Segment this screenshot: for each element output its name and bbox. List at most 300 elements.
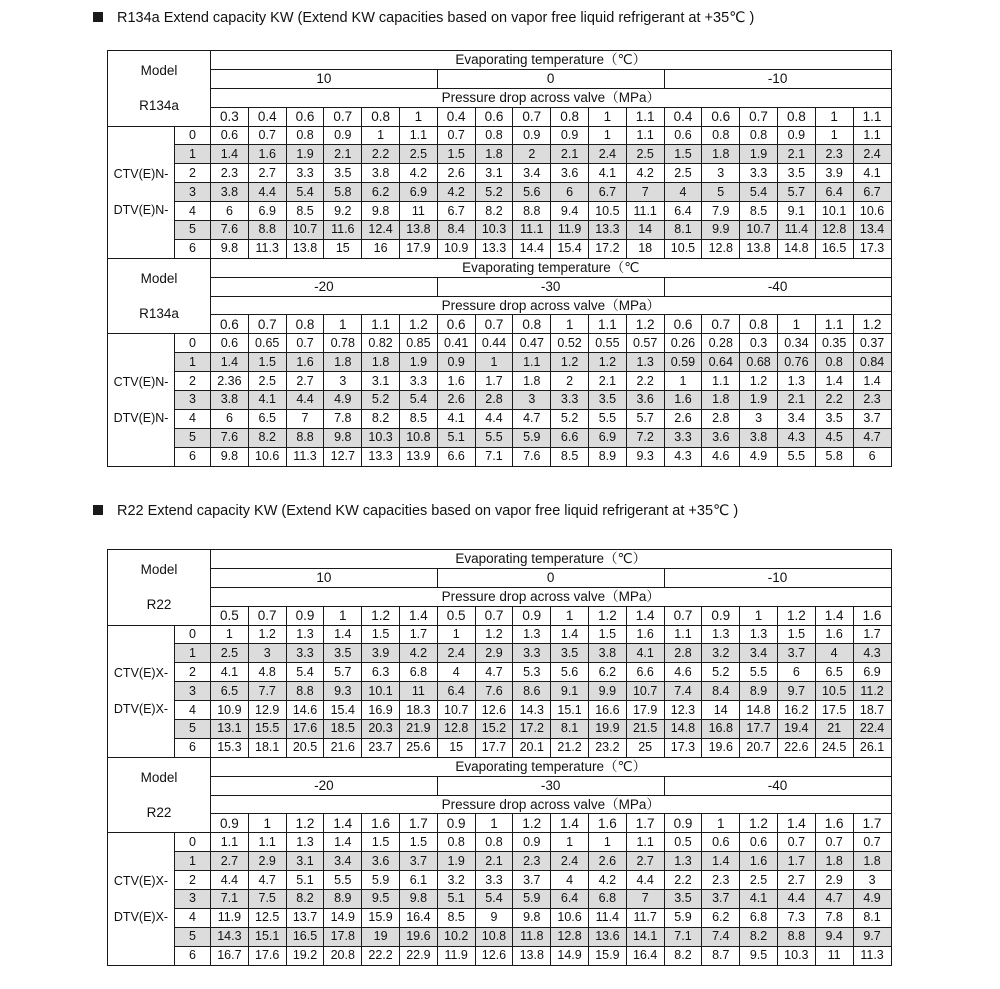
capacity-cell: 4.7 [475,663,513,682]
capacity-cell: 1.1 [248,833,286,852]
capacity-cell: 23.7 [362,738,400,757]
table-row [108,334,892,353]
capacity-cell: 3.6 [362,852,400,871]
capacity-cell: 4.1 [211,663,249,682]
capacity-cell: 3.7 [853,409,891,428]
capacity-cell: 1.1 [626,833,664,852]
capacity-cell: 21.6 [324,738,362,757]
capacity-cell: 8.8 [513,202,551,221]
temp-cell: 0 [437,568,664,587]
capacity-cell: 1.4 [211,353,249,372]
capacity-cell: 17.9 [626,701,664,720]
capacity-cell: 1.8 [475,145,513,164]
pressure-drop-label: Pressure drop across valve（MPa） [211,587,892,606]
capacity-cell: 3.3 [551,391,589,410]
capacity-cell: 4.4 [211,871,249,890]
capacity-cell: 12.8 [702,239,740,258]
capacity-cell: 4.3 [664,447,702,466]
capacity-cell: 7 [626,183,664,202]
capacity-cell: 24.5 [815,738,853,757]
capacity-cell: 12.8 [437,720,475,739]
capacity-cell: 6 [211,202,249,221]
capacity-cell: 6.9 [400,183,438,202]
capacity-cell: 8.7 [702,946,740,965]
series-cell [108,833,175,965]
capacity-cell: 6.8 [399,663,437,682]
capacity-cell: 0.78 [324,334,362,353]
capacity-cell: 8.2 [248,428,286,447]
capacity-cell: 10.7 [626,682,664,701]
capacity-cell: 2.1 [324,145,362,164]
capacity-cell: 8.5 [551,447,589,466]
capacity-cell: 3.4 [324,852,362,871]
capacity-cell: 2.1 [777,145,815,164]
capacity-cell: 3.3 [513,644,551,663]
capacity-cell: 6.4 [815,183,853,202]
capacity-cell: 6.5 [248,409,286,428]
capacity-cell: 1.6 [437,372,475,391]
capacity-cell: 0.44 [475,334,513,353]
temp-cell: -30 [437,277,664,296]
capacity-cell: 16.4 [626,946,664,965]
capacity-cell: 5.4 [286,183,324,202]
pressure-cell: 1.1 [815,315,853,334]
capacity-cell: 1.1 [853,126,891,145]
capacity-cell: 6.6 [626,663,664,682]
capacity-cell: 6 [211,409,249,428]
pressure-cell: 1.1 [588,315,626,334]
capacity-cell: 9.4 [551,202,589,221]
capacity-cell: 0.9 [513,833,551,852]
capacity-cell: 1.8 [513,372,551,391]
capacity-cell: 0.3 [740,334,778,353]
capacity-cell: 18.5 [324,720,362,739]
capacity-cell: 8.9 [588,447,626,466]
capacity-cell: 2.7 [248,164,286,183]
capacity-cell: 2.5 [400,145,438,164]
capacity-cell: 2.3 [815,145,853,164]
size-cell: 4 [175,409,211,428]
capacity-cell: 3.2 [437,871,475,890]
size-cell: 3 [175,890,211,909]
capacity-cell: 9.9 [702,221,740,240]
capacity-cell: 10.9 [211,701,249,720]
capacity-cell: 5 [702,183,740,202]
capacity-cell: 1.8 [702,145,740,164]
capacity-cell: 19.6 [399,927,437,946]
capacity-cell: 15.2 [475,720,513,739]
capacity-cell: 16.5 [815,239,853,258]
capacity-cell: 20.3 [362,720,400,739]
capacity-cell: 1.6 [626,625,664,644]
capacity-cell: 2.2 [815,391,853,410]
capacity-cell: 5.2 [551,409,589,428]
model-cell [108,550,211,626]
pressure-cell: 0.8 [513,315,551,334]
capacity-cell: 14.4 [513,239,551,258]
capacity-cell: 6.4 [551,890,589,909]
capacity-cell: 7.1 [664,927,702,946]
capacity-cell: 1.1 [400,126,438,145]
capacity-cell: 0.35 [815,334,853,353]
capacity-cell: 6.6 [551,428,589,447]
capacity-cell: 1.2 [248,625,286,644]
capacity-cell: 11.1 [626,202,664,221]
capacity-cell: 20.7 [740,738,778,757]
capacity-cell: 1.4 [324,833,362,852]
capacity-cell: 7.1 [211,890,249,909]
size-cell: 0 [175,625,211,644]
capacity-cell: 4.7 [815,890,853,909]
capacity-cell: 0.59 [664,353,702,372]
capacity-cell: 2.6 [588,852,626,871]
capacity-cell: 3.7 [513,871,551,890]
capacity-cell: 3.7 [702,890,740,909]
capacity-cell: 4.1 [248,391,286,410]
capacity-cell: 3.6 [551,164,589,183]
temp-cell: -10 [664,69,891,88]
capacity-cell: 8.5 [286,202,324,221]
capacity-cell: 1.5 [362,833,400,852]
capacity-cell: 11.9 [437,946,475,965]
capacity-cell: 2.9 [248,852,286,871]
capacity-cell: 5.9 [513,428,551,447]
capacity-cell: 10.3 [475,221,513,240]
size-cell: 6 [175,946,211,965]
pressure-cell: 1.2 [853,315,891,334]
capacity-cell: 2.4 [853,145,891,164]
size-cell: 6 [175,738,211,757]
capacity-cell: 1.4 [551,625,589,644]
pressure-cell: 0.8 [740,315,778,334]
capacity-cell: 18.1 [248,738,286,757]
capacity-cell: 5.5 [588,409,626,428]
capacity-cell: 4.3 [777,428,815,447]
evap-header-row [108,51,892,70]
capacity-cell: 9.3 [626,447,664,466]
section-title [93,501,738,521]
capacity-cell: 0.7 [248,126,286,145]
capacity-cell: 4.5 [815,428,853,447]
capacity-cell: 4.1 [740,890,778,909]
capacity-cell: 5.2 [475,183,513,202]
capacity-cell: 7.4 [664,682,702,701]
capacity-cell: 20.8 [324,946,362,965]
capacity-cell: 22.6 [777,738,815,757]
capacity-cell: 14.6 [286,701,324,720]
capacity-cell: 1.9 [740,391,778,410]
capacity-cell: 1.3 [286,625,324,644]
pressure-cell: 1.1 [362,315,400,334]
capacity-cell: 8.9 [740,682,778,701]
capacity-cell: 11 [815,946,853,965]
size-cell: 1 [175,852,211,871]
capacity-cell: 4.1 [853,164,891,183]
capacity-cell: 9.8 [324,428,362,447]
capacity-cell: 8.4 [437,221,475,240]
capacity-cell: 13.1 [211,720,249,739]
capacity-cell: 14.9 [324,908,362,927]
capacity-cell: 0.8 [437,833,475,852]
capacity-cell: 20.1 [513,738,551,757]
capacity-cell: 1.4 [853,372,891,391]
model-cell [108,757,211,833]
capacity-cell: 2.3 [513,852,551,871]
capacity-cell: 13.4 [853,221,891,240]
capacity-cell: 6.1 [399,871,437,890]
capacity-cell: 19.4 [777,720,815,739]
capacity-cell: 1.3 [777,372,815,391]
size-cell: 1 [175,353,211,372]
capacity-cell: 3.8 [362,164,400,183]
capacity-cell: 10.8 [475,927,513,946]
capacity-cell: 23.2 [588,738,626,757]
table-row [108,353,892,372]
pressure-values-row [108,107,892,126]
pressure-cell: 0.6 [664,315,702,334]
capacity-cell: 3.3 [400,372,438,391]
capacity-cell: 8.8 [286,682,324,701]
capacity-cell: 6.9 [853,663,891,682]
capacity-cell: 0.7 [815,833,853,852]
capacity-cell: 1.5 [588,625,626,644]
size-cell: 0 [175,334,211,353]
table-row [108,663,892,682]
capacity-cell: 11.3 [248,239,286,258]
capacity-cell: 16.9 [362,701,400,720]
capacity-cell: 0.9 [551,126,589,145]
capacity-cell: 15.5 [248,720,286,739]
pressure-values-row [108,315,892,334]
table-row [108,682,892,701]
pressure-cell: 1.4 [399,606,437,625]
capacity-cell: 0.9 [777,126,815,145]
refrigerant-label: R134a [139,306,179,322]
square-bullet-icon [93,12,103,22]
capacity-cell: 9.5 [362,890,400,909]
size-cell: 5 [175,428,211,447]
capacity-cell: 5.5 [740,663,778,682]
capacity-cell: 3.9 [362,644,400,663]
pressure-cell: 1 [248,814,286,833]
capacity-cell: 1 [588,833,626,852]
pressure-cell: 0.7 [740,107,778,126]
evap-temp-label: Evaporating temperature（℃） [211,550,892,569]
pressure-cell: 0.5 [211,606,249,625]
pressure-cell: 0.7 [248,606,286,625]
capacity-cell: 18.7 [853,701,891,720]
evap-temp-label: Evaporating temperature（℃ [211,258,892,277]
size-cell: 4 [175,908,211,927]
capacity-cell: 6 [853,447,891,466]
capacity-cell: 6.7 [588,183,626,202]
pressure-cell: 1 [324,606,362,625]
temp-row [108,776,892,795]
capacity-cell: 1.5 [777,625,815,644]
capacity-cell: 7.6 [211,428,249,447]
capacity-cell: 13.3 [362,447,400,466]
capacity-cell: 3.1 [362,372,400,391]
capacity-cell: 7 [286,409,324,428]
capacity-cell: 3.5 [664,890,702,909]
capacity-cell: 5.4 [740,183,778,202]
capacity-cell: 11.9 [551,221,589,240]
pressure-drop-label: Pressure drop across valve（MPa） [211,296,892,315]
capacity-cell: 13.9 [400,447,438,466]
pressure-cell: 0.6 [211,315,249,334]
capacity-cell: 0.6 [702,833,740,852]
capacity-cell: 1.1 [626,126,664,145]
capacity-cell: 1 [815,126,853,145]
capacity-cell: 22.4 [853,720,891,739]
table-row [108,409,892,428]
capacity-cell: 26.1 [853,738,891,757]
capacity-cell: 0.8 [740,126,778,145]
table-row [108,720,892,739]
capacity-cell: 5.5 [324,871,362,890]
capacity-cell: 0.7 [286,334,324,353]
capacity-cell: 0.6 [211,126,249,145]
capacity-cell: 4.4 [248,183,286,202]
capacity-cell: 4 [815,644,853,663]
capacity-cell: 1.4 [815,372,853,391]
capacity-cell: 15.1 [248,927,286,946]
capacity-cell: 9.2 [324,202,362,221]
capacity-cell: 0.64 [702,353,740,372]
capacity-cell: 2.7 [626,852,664,871]
capacity-cell: 0.76 [777,353,815,372]
refrigerant-label: R22 [146,597,172,613]
capacity-cell: 1.2 [475,625,513,644]
capacity-cell: 4.8 [248,663,286,682]
capacity-cell: 8.8 [248,221,286,240]
size-cell: 5 [175,221,211,240]
pressure-cell: 1.7 [399,814,437,833]
capacity-cell: 3.3 [740,164,778,183]
capacity-cell: 4.4 [777,890,815,909]
capacity-cell: 14.3 [513,701,551,720]
capacity-cell: 15.9 [588,946,626,965]
capacity-cell: 5.5 [777,447,815,466]
table-row [108,625,892,644]
capacity-cell: 3.7 [777,644,815,663]
table-row [108,145,892,164]
capacity-cell: 13.8 [513,946,551,965]
capacity-cell: 10.5 [815,682,853,701]
capacity-cell: 10.6 [248,447,286,466]
capacity-cell: 1.4 [211,145,249,164]
capacity-cell: 2.2 [664,871,702,890]
capacity-cell: 2.4 [551,852,589,871]
capacity-cell: 17.2 [588,239,626,258]
capacity-cell: 4.9 [324,391,362,410]
capacity-cell: 1.7 [853,625,891,644]
capacity-cell: 4.7 [513,409,551,428]
capacity-cell: 6.4 [664,202,702,221]
capacity-cell: 6.2 [702,908,740,927]
model-label: Model [140,63,178,79]
capacity-cell: 0.41 [437,334,475,353]
capacity-cell: 5.1 [437,428,475,447]
capacity-cell: 2.2 [362,145,400,164]
capacity-cell: 5.6 [513,183,551,202]
capacity-cell: 0.85 [400,334,438,353]
capacity-cell: 7.2 [626,428,664,447]
pressure-cell: 0.6 [286,107,324,126]
capacity-cell: 16.7 [211,946,249,965]
capacity-cell: 10.2 [437,927,475,946]
series-label: CTV(E)N- [113,167,169,182]
table-row [108,164,892,183]
table-row [108,221,892,240]
capacity-cell: 1.4 [324,625,362,644]
pressure-cell: 0.6 [437,315,475,334]
capacity-cell: 10.7 [437,701,475,720]
table-row [108,428,892,447]
capacity-cell: 0.8 [475,833,513,852]
capacity-cell: 13.6 [588,927,626,946]
size-cell: 2 [175,663,211,682]
capacity-cell: 0.8 [286,126,324,145]
capacity-cell: 14.8 [664,720,702,739]
capacity-cell: 11.6 [324,221,362,240]
capacity-cell: 7.9 [702,202,740,221]
evap-header-row [108,550,892,569]
table-row [108,183,892,202]
series-label: DTV(E)X- [113,909,169,924]
capacity-cell: 1.2 [588,353,626,372]
series-label: DTV(E)N- [113,410,169,425]
capacity-cell: 10.6 [853,202,891,221]
series-label: DTV(E)X- [113,702,169,717]
capacity-cell: 2.5 [211,644,249,663]
capacity-cell: 0.28 [702,334,740,353]
capacity-cell: 22.2 [362,946,400,965]
capacity-cell: 3.5 [815,409,853,428]
capacity-cell: 8.8 [777,927,815,946]
capacity-cell: 0.68 [740,353,778,372]
capacity-cell: 6.5 [815,663,853,682]
capacity-cell: 3 [248,644,286,663]
capacity-cell: 3.1 [286,852,324,871]
table-row [108,927,892,946]
capacity-cell: 11 [399,682,437,701]
capacity-cell: 1 [437,625,475,644]
series-label: CTV(E)N- [113,374,169,389]
table-row [108,447,892,466]
evap-temp-label: Evaporating temperature（℃） [211,757,892,776]
capacity-cell: 1.9 [286,145,324,164]
capacity-cell: 6 [551,183,589,202]
capacity-cell: 17.2 [513,720,551,739]
capacity-cell: 10.8 [400,428,438,447]
series-cell [108,126,175,258]
capacity-cell: 14.8 [740,701,778,720]
capacity-cell: 9.8 [362,202,400,221]
pressure-cell: 1.6 [815,814,853,833]
capacity-cell: 6.8 [588,890,626,909]
table-row [108,202,892,221]
capacity-cell: 1 [475,353,513,372]
capacity-cell: 13.3 [475,239,513,258]
pressure-values-row [108,814,892,833]
capacity-cell: 5.3 [513,663,551,682]
capacity-cell: 1.3 [626,353,664,372]
capacity-cell: 19.2 [286,946,324,965]
size-cell: 0 [175,126,211,145]
capacity-cell: 11.2 [853,682,891,701]
capacity-cell: 14.8 [777,239,815,258]
